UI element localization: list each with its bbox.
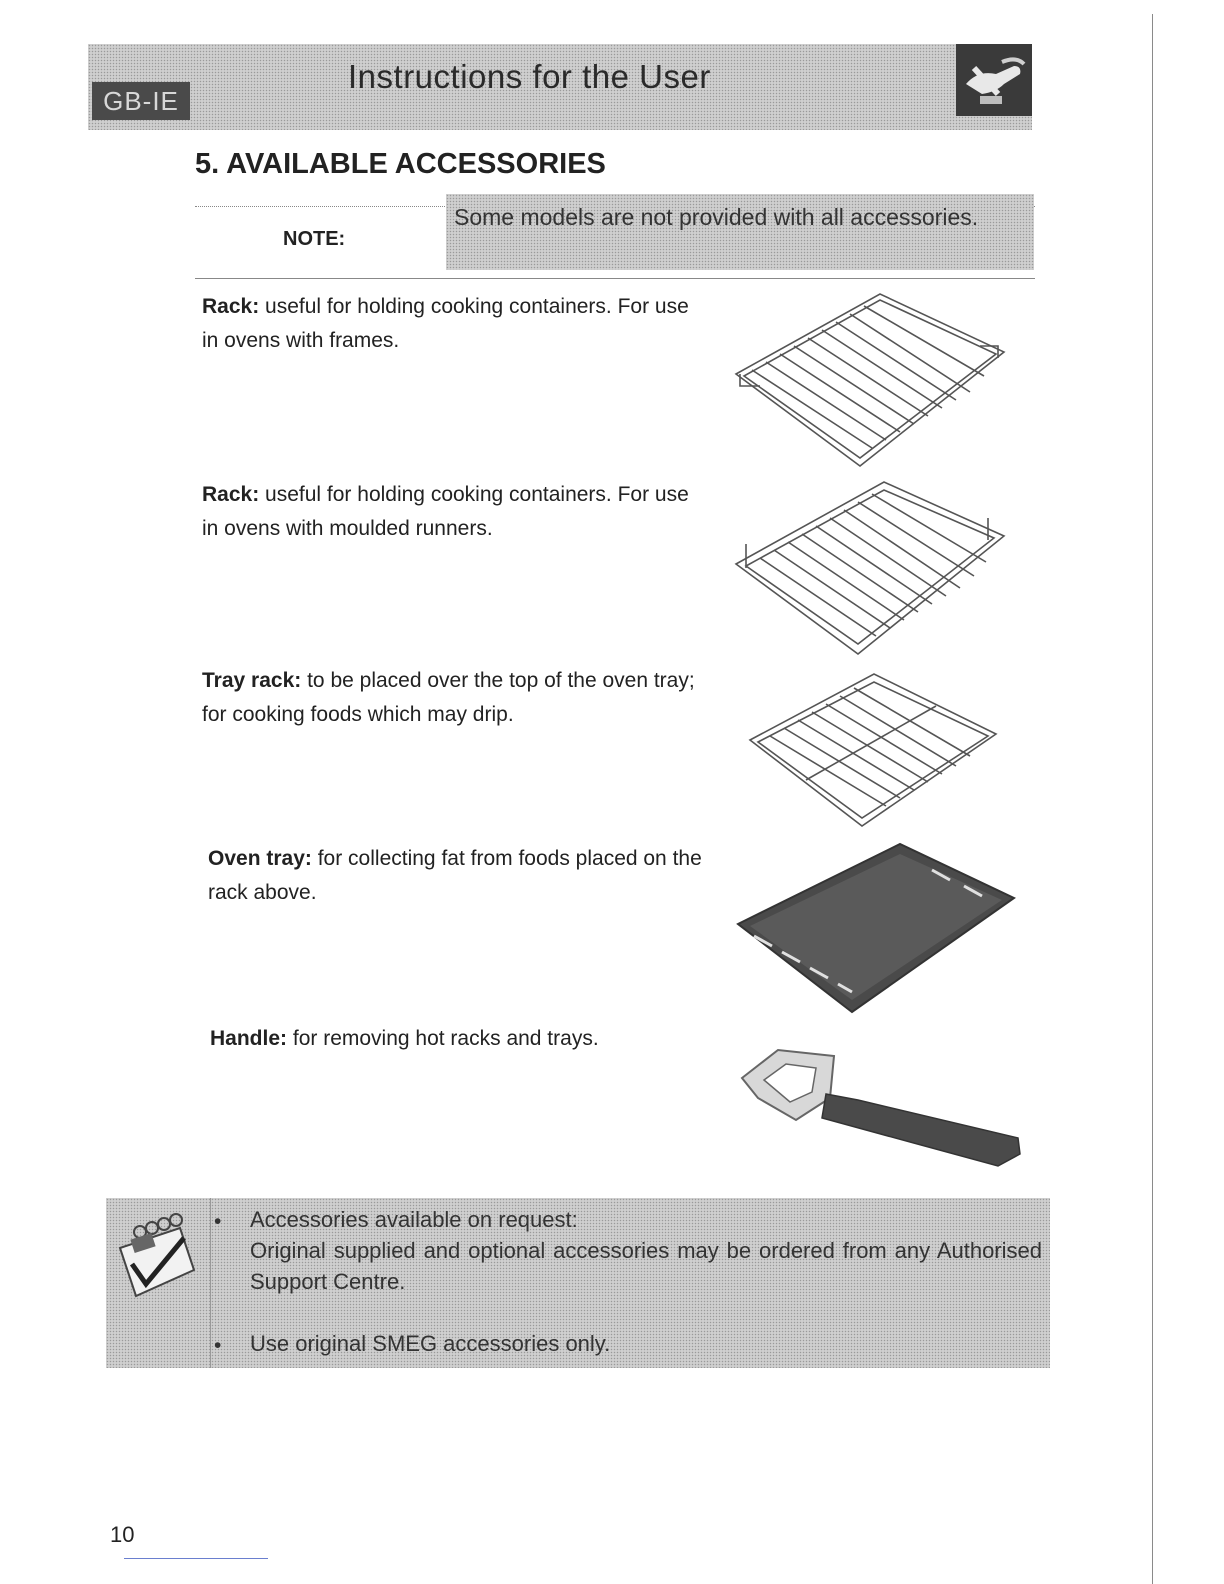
accessory-item-tray-rack [202, 664, 702, 732]
page-number: 10 [110, 1522, 135, 1547]
item-label: Oven tray: [208, 847, 312, 870]
item-description: to be placed over the top of the oven tray; for cooking foods which may drip. [202, 669, 695, 726]
oven-tray-illustration [732, 840, 1022, 1020]
item-label: Rack: [202, 483, 260, 506]
accessory-item-oven-tray [208, 842, 708, 910]
item-description: useful for holding cooking containers. For use in ovens with moulded runners. [202, 483, 689, 540]
language-badge: GB-IE [92, 82, 190, 120]
item-description: for removing hot racks and trays. [292, 1027, 599, 1050]
item-description: for collecting fat from foods placed on the rack above. [208, 847, 702, 904]
tray-handle-illustration [738, 1044, 1028, 1174]
bottom-note-divider [210, 1198, 211, 1368]
accessory-item-rack-frames [202, 290, 702, 358]
item-label: Handle: [210, 1027, 288, 1050]
page-edge-rule [1152, 14, 1153, 1584]
item-label: Rack: [202, 295, 260, 318]
item-label: Tray rack: [202, 669, 302, 692]
accessory-item-rack-runners [202, 478, 702, 546]
wire-rack-with-frame-illustration [730, 290, 1010, 470]
bullet-1-title: Accessories available on request: [250, 1207, 578, 1232]
bullet-1: • [214, 1210, 222, 1233]
item-description: useful for holding cooking containers. For use in ovens with frames. [202, 295, 689, 352]
note-label: NOTE: [283, 228, 346, 250]
hand-with-notepad-icon [956, 44, 1032, 116]
header-title: Instructions for the User [348, 58, 711, 95]
accessory-item-handle [210, 1022, 710, 1056]
footer-line [124, 1558, 268, 1559]
note-text: Some models are not provided with all accessories. [446, 194, 1034, 270]
wire-rack-moulded-runners-illustration [730, 478, 1010, 658]
bullet-1-text: Original supplied and optional accessories may be ordered from any Authorised Support Centre. [250, 1238, 1042, 1294]
tray-rack-illustration [744, 670, 1004, 830]
bullet-2-text: Use original SMEG accessories only. [250, 1331, 611, 1356]
notepad-checkmark-icon [106, 1198, 210, 1368]
note-bottom-rule [195, 278, 1035, 279]
bullet-2: • [214, 1334, 222, 1357]
section-title: 5. AVAILABLE ACCESSORIES [195, 148, 606, 180]
